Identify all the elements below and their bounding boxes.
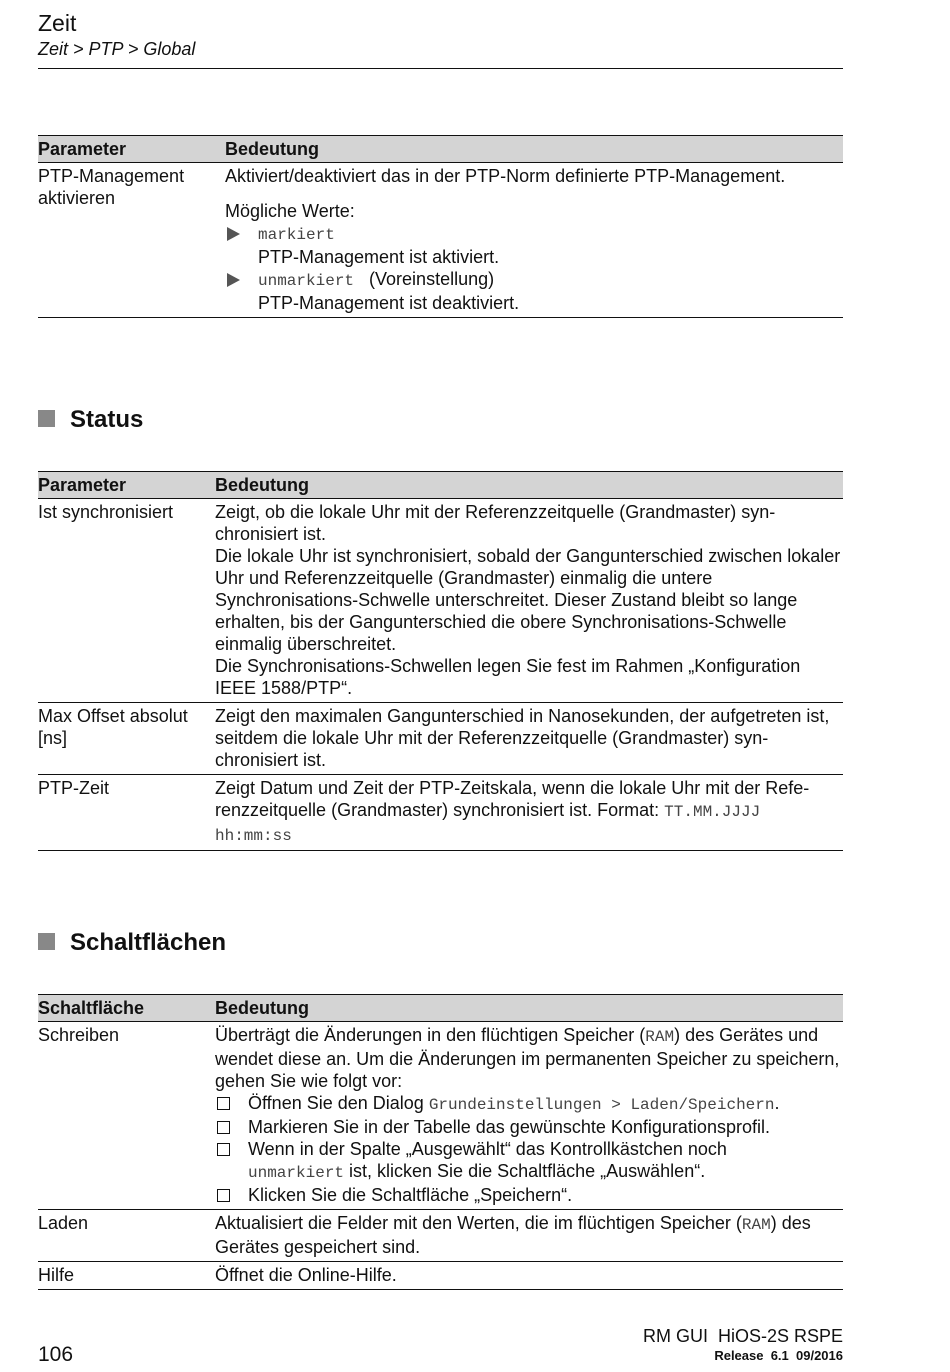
button-description: [215, 1022, 843, 1210]
value-text: PTP-Management ist deaktiviert.: [258, 293, 520, 313]
value-code: unmarkiert: [258, 272, 355, 290]
section-heading-status: [38, 405, 143, 435]
param-description: [215, 499, 843, 703]
table-row: [38, 703, 843, 775]
step-item: [215, 1138, 843, 1184]
page-header: [38, 9, 843, 61]
buttons-table: [38, 994, 843, 1290]
footer-product: RM GUI HiOS-2S RSPE: [642, 1326, 843, 1346]
format-code: TT.MM.JJJJ hh:mm:ss: [215, 803, 761, 845]
description-text: [215, 1024, 843, 1092]
section-title: Schaltflächen: [70, 929, 227, 956]
step-text: ist, klicken Sie die Schaltfläche „Auswählen“.: [349, 1161, 706, 1181]
page-number: 106: [38, 1343, 74, 1366]
param-description: Zeigt den maximalen Gangunterschied in Nanosekunden, der aufgetreten ist, seitdem die lokale Uhr mit der Referenzzeitquelle (Grandmaster) syn- chronisiert ist.: [215, 703, 843, 775]
text-part: ) des Gerätes und wendet diese an. Um die Änderungen im permanenten Speicher zu speichern, gehen Sie wie folgt vor:: [215, 1025, 840, 1091]
footer-release: Release 6.1 09/2016: [714, 1348, 843, 1363]
param-name: Max Offset absolut [ns]: [38, 703, 215, 775]
ram-code: RAM: [645, 1028, 675, 1046]
checkbox-bullet-icon: [217, 1097, 230, 1110]
value-code: unmarkiert: [248, 1164, 345, 1182]
column-header-meaning: Bedeutung: [215, 995, 843, 1022]
chapter-title: Zeit: [38, 10, 77, 36]
global-parameter-table: [38, 135, 843, 318]
description-text: Aktiviert/deaktiviert das in der PTP-Norm definierte PTP-Management.: [225, 166, 786, 186]
param-name: PTP-Zeit: [38, 775, 215, 851]
param-name: PTP-Management aktivieren: [38, 166, 185, 208]
button-name: Laden: [38, 1210, 215, 1262]
text-part: ) des Gerätes gespeichert sind.: [215, 1213, 811, 1257]
dialog-path-code: Grundeinstellungen > Laden/Speichern: [428, 1096, 775, 1114]
step-text: Wenn in der Spalte „Ausgewählt“ das Kontrollkästchen noch: [248, 1139, 727, 1159]
value-item-unmarked: [225, 268, 843, 314]
table-header-row: [38, 136, 843, 163]
default-note: (Voreinstellung): [369, 269, 495, 289]
square-bullet-icon: [38, 410, 55, 427]
step-text: .: [774, 1093, 780, 1113]
table-row: [38, 1022, 843, 1210]
column-header-button: Schaltfläche: [38, 995, 215, 1022]
button-name: Hilfe: [38, 1262, 215, 1290]
description-text: Zeigt Datum und Zeit der PTP-Zeitskala, wenn die lokale Uhr mit der Refe- renzzeitquelle (Grandmaster) synchronisiert ist. Format:: [215, 778, 810, 820]
status-table: [38, 471, 843, 851]
column-header-parameter: Parameter: [38, 136, 225, 163]
column-header-meaning: Bedeutung: [215, 472, 843, 499]
column-header-parameter: Parameter: [38, 472, 215, 499]
step-text: Öffnen Sie den Dialog: [248, 1093, 424, 1113]
square-bullet-icon: [38, 933, 55, 950]
table-header-row: [38, 472, 843, 499]
header-divider: [38, 68, 843, 69]
value-code: markiert: [258, 226, 335, 244]
param-description: [215, 775, 843, 851]
step-item: [215, 1184, 843, 1206]
table-row: [38, 499, 843, 703]
table-row: [38, 1262, 843, 1290]
breadcrumb: Zeit > PTP > Global: [38, 39, 196, 59]
section-title: Status: [70, 406, 144, 433]
text-part: Aktualisiert die Felder mit den Werten, die im flüchtigen Speicher (: [215, 1213, 742, 1233]
step-text: Markieren Sie in der Tabelle das gewünschte Konfigurationsprofil.: [248, 1117, 770, 1137]
description-text: Zeigt, ob die lokale Uhr mit der Referenzzeitquelle (Grandmaster) syn- chronisiert ist.: [215, 502, 776, 544]
description-text: Die Synchronisations-Schwellen legen Sie fest im Rahmen „Konfiguration IEEE 1588/PTP“.: [215, 656, 801, 698]
checkbox-bullet-icon: [217, 1143, 230, 1156]
button-description: [215, 1210, 843, 1262]
button-description: Öffnet die Online-Hilfe.: [215, 1262, 843, 1290]
table-row: [38, 163, 843, 318]
column-header-meaning: Bedeutung: [225, 136, 843, 163]
value-item-marked: [225, 222, 843, 268]
section-heading-buttons: [38, 928, 226, 958]
step-item: [215, 1116, 843, 1138]
param-description: [225, 163, 843, 318]
table-row: [38, 775, 843, 851]
triangle-bullet-icon: [227, 227, 240, 241]
button-name: Schreiben: [38, 1025, 120, 1045]
table-row: [38, 1210, 843, 1262]
checkbox-bullet-icon: [217, 1189, 230, 1202]
description-text: Die lokale Uhr ist synchronisiert, sobald der Gangunterschied zwischen lokaler Uhr und Referenzzeitquelle (Grandmaster) einmalig die untere Synchronisations-Schwelle unterschreitet. Dieser Zustand bleibt so lange erhalten, bis der Gangunterschied die obere Synchronisations-Schwelle einmalig überschreitet.: [215, 546, 841, 654]
text-part: Überträgt die Änderungen in den flüchtigen Speicher (: [215, 1025, 646, 1045]
step-item: [215, 1092, 843, 1116]
param-name: Ist synchronisiert: [38, 502, 174, 522]
value-text: PTP-Management ist aktiviert.: [258, 247, 500, 267]
table-header-row: [38, 995, 843, 1022]
step-text: Klicken Sie die Schaltfläche „Speichern“.: [248, 1185, 573, 1205]
checkbox-bullet-icon: [217, 1121, 230, 1134]
triangle-bullet-icon: [227, 273, 240, 287]
possible-values-label: Mögliche Werte:: [225, 201, 355, 221]
ram-code: RAM: [741, 1216, 771, 1234]
